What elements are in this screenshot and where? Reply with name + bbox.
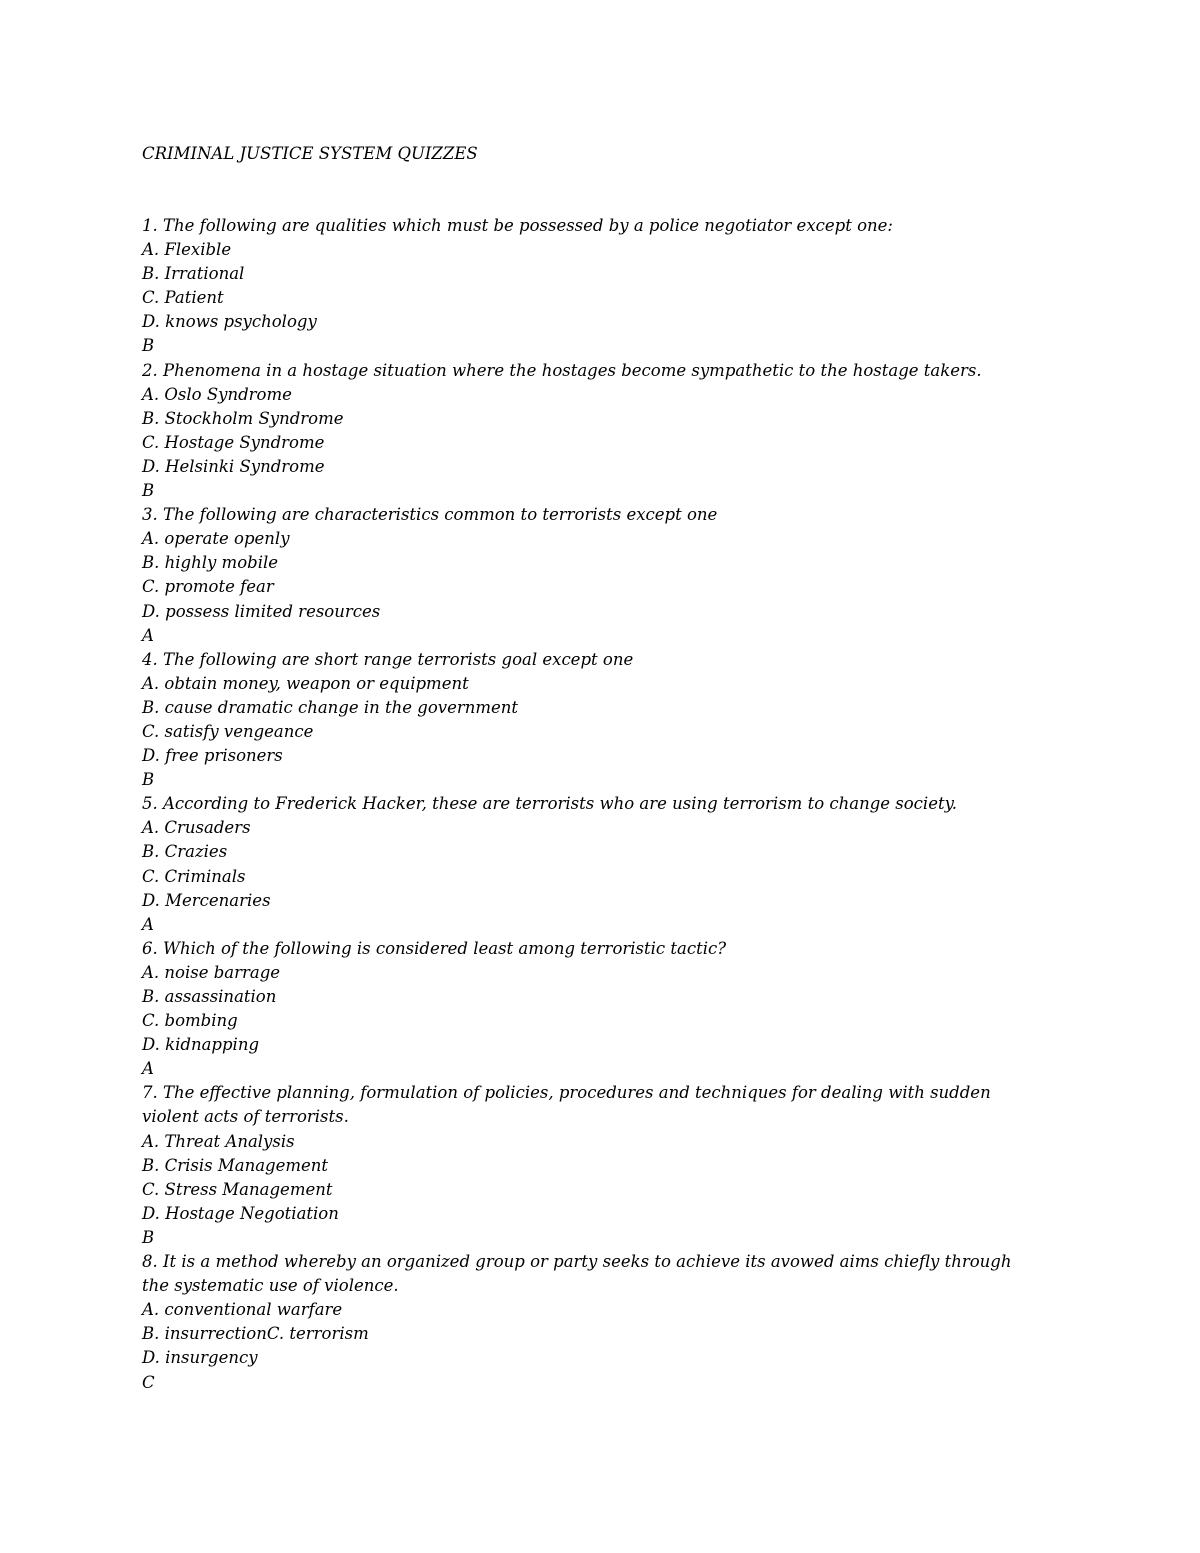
answer-choice: A. obtain money, weapon or equipment bbox=[142, 673, 469, 693]
answer-choice: D. Mercenaries bbox=[142, 890, 271, 910]
answer-choice: D. possess limited resources bbox=[142, 601, 381, 621]
question-block bbox=[142, 1081, 1042, 1250]
answer-choice: D. Hostage Negotiation bbox=[142, 1203, 339, 1223]
answer-choice: A. Threat Analysis bbox=[142, 1131, 295, 1151]
answer-choice: D. knows psychology bbox=[142, 312, 317, 332]
question-block bbox=[142, 648, 1042, 793]
answer-key: B bbox=[142, 336, 155, 356]
question-block bbox=[142, 214, 1042, 359]
answer-key: B bbox=[142, 1227, 155, 1247]
answer-choice: B. highly mobile bbox=[142, 553, 279, 573]
answer-choice: C. Stress Management bbox=[142, 1179, 333, 1199]
answer-choice: A. Oslo Syndrome bbox=[142, 384, 292, 404]
answer-choice: C. Patient bbox=[142, 288, 224, 308]
answer-choice: B. assassination bbox=[142, 987, 277, 1006]
answer-choice: B. cause dramatic change in the government bbox=[142, 697, 519, 717]
question-block bbox=[142, 937, 1042, 1082]
answer-choice: C. satisfy vengeance bbox=[142, 721, 314, 741]
question-text: 6. Which of the following is considered least among terroristic tactic? bbox=[142, 938, 727, 958]
answer-choice: A. noise barrage bbox=[142, 962, 281, 982]
answer-choice: A. Crusaders bbox=[142, 818, 251, 838]
answer-key: B bbox=[142, 770, 155, 790]
answer-choice: B. Stockholm Syndrome bbox=[142, 408, 344, 428]
question-text: 3. The following are characteristics common to terrorists except one bbox=[142, 505, 718, 525]
answer-choice: B. insurrectionC. terrorism bbox=[142, 1324, 369, 1344]
answer-key: A bbox=[142, 625, 154, 645]
answer-choice: B. Crazies bbox=[142, 842, 228, 862]
answer-choice: B. Irrational bbox=[142, 264, 245, 284]
question-text: violent acts of terrorists. bbox=[142, 1107, 349, 1127]
question-block bbox=[142, 359, 1042, 504]
answer-choice: C. promote fear bbox=[142, 577, 274, 597]
answer-key: B bbox=[142, 481, 155, 501]
question-text: the systematic use of violence. bbox=[142, 1276, 399, 1296]
question-block bbox=[142, 503, 1042, 648]
answer-choice: D. insurgency bbox=[142, 1348, 258, 1368]
answer-key: A bbox=[142, 914, 154, 934]
answer-choice: A. operate openly bbox=[142, 529, 290, 549]
document-title: CRIMINAL JUSTICE SYSTEM QUIZZES bbox=[142, 144, 478, 163]
quiz-list bbox=[142, 214, 1042, 1395]
question-block bbox=[142, 792, 1042, 937]
answer-choice: C. Criminals bbox=[142, 866, 246, 886]
question-text: 4. The following are short range terrorists goal except one bbox=[142, 649, 634, 669]
answer-choice: D. free prisoners bbox=[142, 746, 283, 766]
answer-key: A bbox=[142, 1059, 154, 1079]
answer-choice: C. Hostage Syndrome bbox=[142, 432, 325, 452]
answer-choice: D. kidnapping bbox=[142, 1035, 260, 1055]
question-text: 5. According to Frederick Hacker, these are terrorists who are using terrorism to change society. bbox=[142, 794, 957, 814]
question-text: 1. The following are qualities which must be possessed by a police negotiator except one: bbox=[142, 216, 893, 235]
question-text: 8. It is a method whereby an organized group or party seeks to achieve its avowed aims chiefly through bbox=[142, 1252, 1012, 1272]
question-block bbox=[142, 1250, 1042, 1395]
answer-choice: C. bombing bbox=[142, 1011, 238, 1031]
answer-choice: A. conventional warfare bbox=[142, 1300, 343, 1320]
answer-choice: A. Flexible bbox=[142, 240, 232, 260]
answer-choice: B. Crisis Management bbox=[142, 1155, 329, 1175]
answer-key: C bbox=[142, 1372, 155, 1392]
question-text: 2. Phenomena in a hostage situation where the hostages become sympathetic to the hostage takers. bbox=[142, 360, 982, 380]
answer-choice: D. Helsinki Syndrome bbox=[142, 456, 325, 476]
question-text: 7. The effective planning, formulation of policies, procedures and techniques for dealing with sudden bbox=[142, 1083, 991, 1103]
